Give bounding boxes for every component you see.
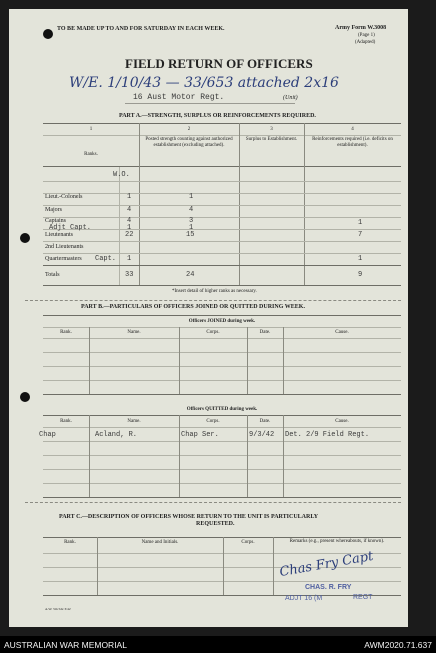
part-c-col-rank: Rank.: [64, 540, 76, 545]
part-c-col-remarks: Remarks (e.g., present whereabouts, if known).: [289, 539, 385, 544]
establishment-value: 4: [127, 217, 132, 225]
quitted-col-name: Name.: [127, 419, 141, 424]
col-header-surplus: Surplus to Establishment.: [245, 137, 298, 142]
quitted-rank: Chap: [39, 431, 56, 439]
total-reinforcements: 9: [358, 271, 363, 279]
form-adapted: (Adapted): [355, 40, 376, 45]
establishment-value: 1: [127, 193, 132, 201]
credit-source: AUSTRALIAN WAR MEMORIAL: [4, 640, 127, 650]
stamp-name: CHAS. R. FRY: [305, 584, 352, 591]
posted-value: 1: [189, 224, 194, 232]
establishment-value: 22: [125, 231, 134, 239]
form-title: FIELD RETURN OF OFFICERS: [125, 56, 313, 71]
joined-col-name: Name.: [127, 330, 141, 335]
handwritten-reference: W/E. 1/10/43 — 33/653 attached 2x16: [69, 75, 339, 91]
col-header-reinforcements: Reinforcements required (i.e. deficits on establishment).: [312, 137, 393, 148]
stamp-title-right: REGT: [353, 594, 373, 601]
total-establishment: 33: [125, 271, 134, 279]
joined-col-cause: Cause.: [335, 330, 349, 335]
part-a-title: PART A.—STRENGTH, SURPLUS OR REINFORCEMENTS REQUIRED.: [119, 113, 316, 119]
form-number: Army Form W.3008: [335, 25, 387, 31]
total-posted: 24: [186, 271, 195, 279]
part-c-col-corps: Corps.: [241, 540, 255, 545]
credit-accession-number: AWM2020.71.637: [364, 640, 432, 650]
joined-col-corps: Corps.: [206, 330, 220, 335]
part-c-title-line2: REQUESTED.: [196, 521, 235, 527]
rank-label: Captains: [45, 218, 66, 224]
credit-bar: [0, 636, 436, 653]
reinforcements-value: 7: [358, 231, 363, 239]
posted-value: 3: [189, 217, 194, 225]
quitted-name: Acland, R.: [95, 431, 138, 439]
quitted-col-rank: Rank.: [60, 419, 72, 424]
part-c-title-line1: PART C.—DESCRIPTION OF OFFICERS WHOSE RETURN TO THE UNIT IS PARTICULARLY: [59, 514, 319, 520]
col-number-4: 4: [351, 127, 354, 132]
quitted-cause: Det. 2/9 Field Regt.: [285, 431, 370, 439]
part-a-footnote: *Insert detail of higher ranks as necessary.: [172, 289, 257, 294]
joined-col-rank: Rank.: [60, 330, 72, 335]
punch-hole-middle: [20, 233, 30, 243]
unit-name: 16 Aust Motor Regt.: [133, 93, 225, 102]
col-number-1: 1: [89, 127, 93, 132]
posted-value: 15: [186, 231, 195, 239]
quitted-title: Officers QUITTED during week.: [186, 407, 258, 412]
typed-rank-label: Adjt Capt.: [49, 224, 92, 232]
quitted-col-date: Date.: [259, 419, 271, 424]
reinforcements-value: 1: [358, 219, 363, 227]
col-number-3: 3: [270, 127, 273, 132]
establishment-value: 4: [127, 206, 132, 214]
quitted-col-corps: Corps.: [206, 419, 220, 424]
posted-value: 4: [189, 206, 194, 214]
quitted-corps: Chap Ser.: [181, 431, 219, 439]
unit-label: (Unit): [283, 95, 298, 101]
form-page: [9, 9, 408, 627]
quitted-date: 9/3/42: [249, 431, 275, 439]
part-b-title: PART B.—PARTICULARS OF OFFICERS JOINED OR QUITTED DURING WEEK.: [81, 304, 305, 310]
punch-hole-top: [43, 29, 53, 39]
col-header-ranks: Ranks.: [84, 152, 98, 157]
posted-value: 1: [189, 193, 194, 201]
establishment-value: 1: [127, 224, 132, 232]
print-code: A.W. 5m 5dz 3/42: [45, 607, 71, 611]
wo-label: W.O.: [113, 171, 130, 179]
form-page-number: (Page 1): [358, 33, 375, 38]
joined-col-date: Date.: [259, 330, 271, 335]
signature: Chas Fry Capt: [278, 548, 375, 581]
quitted-col-cause: Cause.: [335, 419, 349, 424]
rank-label: Lieutenants: [45, 232, 73, 238]
rank-label: 2nd Lieutenants: [45, 244, 84, 250]
header-instruction: TO BE MADE UP TO AND FOR SATURDAY IN EACH WEEK.: [57, 26, 225, 32]
establishment-value: 1: [127, 255, 132, 263]
part-c-col-name: Name and Initials.: [141, 540, 179, 545]
rank-label: Majors: [45, 207, 62, 213]
joined-title: Officers JOINED during week.: [188, 319, 256, 324]
col-header-posted: Posted strength counting against authorized establishment (excluding attached).: [145, 137, 233, 148]
totals-label: Totals: [45, 272, 60, 278]
stamp-title-left: ADJT 16 (M: [285, 595, 323, 602]
typed-rank-label: Capt.: [95, 255, 117, 263]
col-number-2: 2: [187, 127, 191, 132]
punch-hole-bottom: [20, 392, 30, 402]
rank-label: Quartermasters: [45, 256, 82, 262]
rank-label: Lieut.-Colonels: [45, 194, 83, 200]
reinforcements-value: 1: [358, 255, 363, 263]
